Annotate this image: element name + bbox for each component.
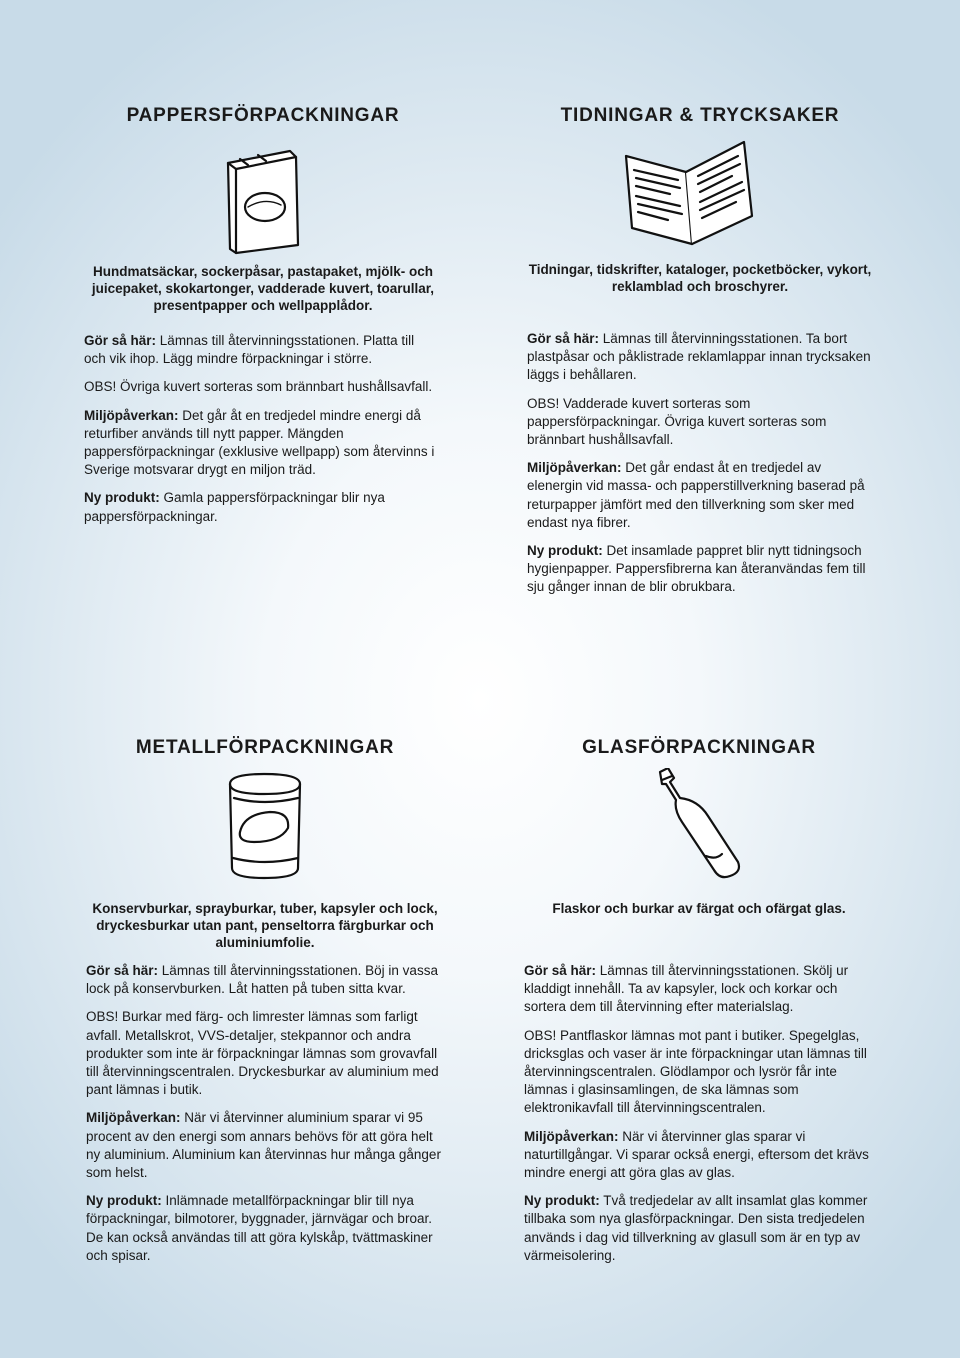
howto-label: Gör så här: (84, 333, 157, 348)
howto-paragraph (84, 332, 436, 368)
product-text: Det insamlade pappret blir nytt tidningsoch hygienpapper. Pappersfibrerna kan återanvändas fem till sju gånger innan de blir obrukbara. (527, 543, 866, 595)
section-lead: Tidningar, tidskrifter, kataloger, pocketböcker, vykort, reklamblad och broschyrer. (528, 262, 872, 294)
impact-text: Det går åt en tredjedel mindre energi då returfiber används till nytt papper. Mängden pappersförpackningar (exklusive wellpapp) som återvinns i Sverige motsvarar drygt en miljon träd. (84, 407, 435, 478)
howto-text: Lämnas till återvinningsstationen. Skölj ur kladdigt innehåll. Ta av kapsyler, lock och korkar och sortera dem till återvinning efter materialslag. (524, 963, 849, 1015)
section-metal (80, 732, 450, 1292)
tin-can-icon (220, 770, 310, 887)
product-text: Två tredjedelar av allt insamlat glas kommer tillbaka som nya glasförpackningar. Den sista tredjedelen används i dag vid tillverkning av glasull som är en typ av värmeisolering. (524, 1193, 868, 1263)
section-paper (80, 100, 446, 550)
impact-paragraph (86, 1109, 444, 1182)
section-lead: Konservburkar, sprayburkar, tuber, kapsyler och lock, dryckesburkar utan pant, penseltorra färgburkar och aluminiumfolie. (92, 901, 438, 950)
product-paragraph (86, 1192, 444, 1265)
section-title: PAPPERSFÖRPACKNINGAR (126, 105, 400, 126)
paper-bag-icon (218, 145, 308, 260)
howto-label: Gör så här: (524, 963, 597, 978)
impact-label: Miljöpåverkan: (527, 460, 622, 476)
section-title: GLASFÖRPACKNINGAR (582, 737, 816, 758)
obs-paragraph: OBS! Burkar med färg- och limrester lämnas som farligt avfall. Metallskrot, VVS-detaljer, stekpannor och andra produkter som inte är förpackningar lämnas som grovavfall till återvinningscentralen. Dryckesburkar av aluminium med pant lämnas i butik. (86, 1009, 439, 1098)
howto-paragraph (527, 330, 877, 385)
section-glass (518, 732, 880, 1272)
howto-text: Lämnas till återvinningsstationen. Platta till och vik ihop. Lägg mindre förpackningar i större. (84, 333, 415, 367)
product-label: Ny produkt: (86, 1193, 162, 1209)
section-body (86, 962, 444, 1275)
impact-paragraph (84, 407, 436, 480)
product-paragraph (84, 489, 436, 525)
product-label: Ny produkt: (527, 543, 603, 559)
product-label: Ny produkt: (84, 490, 160, 506)
product-label: Ny produkt: (524, 1193, 600, 1209)
section-lead: Hundmatsäckar, sockerpåsar, pastapaket, mjölk- och juicepaket, skokartonger, vadderade kuvert, toarullar, presentpapper och wellpapplådor. (91, 264, 435, 313)
howto-text: Lämnas till återvinningsstationen. Böj in vassa lock på konservburken. Låt hatten på tuben sitta kvar. (86, 963, 438, 997)
impact-paragraph (524, 1128, 878, 1183)
section-body (84, 332, 436, 536)
impact-label: Miljöpåverkan: (84, 407, 179, 423)
howto-label: Gör så här: (527, 331, 600, 346)
section-newspapers (520, 100, 880, 630)
howto-paragraph (86, 962, 444, 998)
impact-label: Miljöpåverkan: (86, 1110, 181, 1126)
product-paragraph (524, 1192, 878, 1265)
section-body (527, 330, 877, 607)
impact-label: Miljöpåverkan: (524, 1128, 619, 1144)
obs-paragraph: OBS! Pantflaskor lämnas mot pant i butiker. Spegelglas, dricksglas och vaser är inte förpackningar utan lämnas till återvinningscentralen. Glödlampor och lysrör får inte lämnas i glasinsamlingen, de ska lämnas som elektronikavfall till återvinningscentralen. (524, 1027, 867, 1116)
impact-text: Det går endast åt en tredjedel av elenergin vid massa- och papperstillverkning baserad på returpapper jämfört med den tillverkning som sker med endast nya fibrer. (527, 460, 865, 530)
impact-text: När vi återvinner aluminium sparar vi 95 procent av den energi som annars behövs för att göra helt ny aluminium. Aluminium kan återvinnas hur många gånger som helst. (86, 1110, 441, 1181)
product-paragraph (527, 542, 877, 597)
howto-label: Gör så här: (86, 963, 159, 978)
glass-bottle-icon (646, 768, 746, 885)
open-magazine-icon (620, 136, 760, 253)
section-body (524, 962, 878, 1275)
howto-text: Lämnas till återvinningsstationen. Ta bort plastpåsar och påklistrade reklamlappar innan trycksaken läggs i behållaren. (527, 331, 871, 383)
impact-paragraph (527, 459, 877, 532)
product-text: Inlämnade metallförpackningar blir till nya förpackningar, bilmotorer, byggnader, järnvägar och broar. De kan också användas till att göra kylskåp, tvättmaskiner och spisar. (86, 1193, 433, 1263)
howto-paragraph (524, 962, 878, 1017)
obs-paragraph: OBS! Övriga kuvert sorteras som brännbart hushållsavfall. (84, 379, 433, 395)
obs-paragraph: OBS! Vadderade kuvert sorteras som pappersförpackningar. Övriga kuvert sorteras som brännbart hushållsavfall. (527, 395, 827, 448)
section-lead: Flaskor och burkar av färgat och ofärgat glas. (552, 901, 846, 916)
product-text: Gamla pappersförpackningar blir nya pappersförpackningar. (84, 490, 385, 524)
impact-text: När vi återvinner glas sparar vi naturtillgångar. Vi sparar också energi, eftersom det krävs mindre energi att göra glas av glas. (524, 1128, 869, 1181)
section-title: TIDNINGAR & TRYCKSAKER (560, 105, 840, 126)
section-title: METALLFÖRPACKNINGAR (135, 737, 395, 758)
